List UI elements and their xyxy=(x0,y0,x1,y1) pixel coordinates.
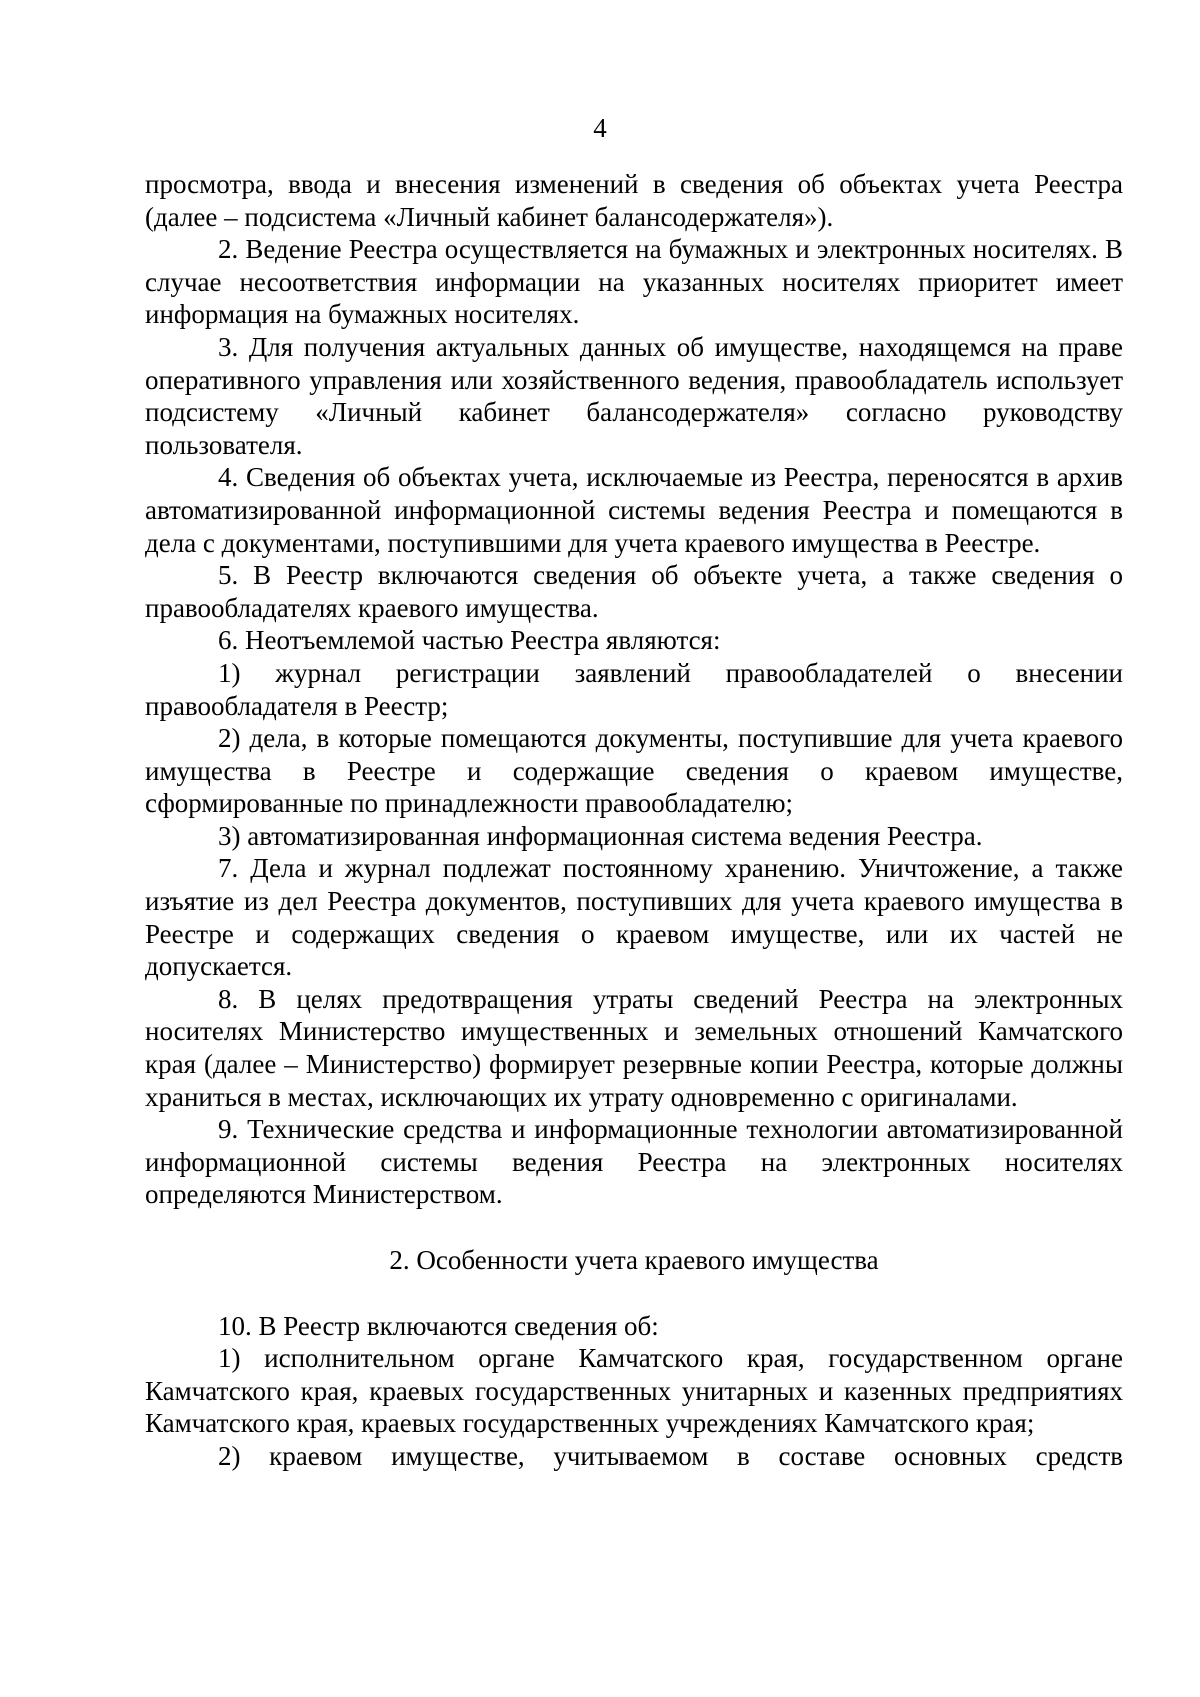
paragraph-continuation: просмотра, ввода и внесения изменений в сведения об объектах учета Реестра (далее – подсистема «Личный кабинет балансодержателя»). xyxy=(145,169,1123,232)
paragraph-4: 4. Сведения об объектах учета, исключаемые из Реестра, переносятся в архив автоматизированной информационной системы ведения Реестра и помещаются в дела с документами, поступившими для учета краевого имущества в Реестре. xyxy=(145,462,1123,558)
paragraph-6: 6. Неотъемлемой частью Реестра являются: xyxy=(218,625,721,656)
paragraph-10: 10. В Реестр включаются сведения об: xyxy=(218,1310,659,1341)
section-heading: 2. Особенности учета краевого имущества xyxy=(389,1245,879,1275)
paragraph-9: 9. Технические средства и информационные технологии автоматизированной информационной системы ведения Реестра на электронных носителях определяются Министерством. xyxy=(145,1114,1123,1210)
paragraph-2: 2. Ведение Реестра осуществляется на бумажных и электронных носителях. В случае несоответствия информации на указанных носителях приоритет имеет информация на бумажных носителях. xyxy=(145,234,1123,330)
document-body xyxy=(145,168,1123,1473)
paragraph-3: 3. Для получения актуальных данных об имуществе, находящемся на праве оперативного управления или хозяйственного ведения, правообладатель использует подсистему «Личный кабинет балансодержателя» согласно руководству пользователя. xyxy=(145,331,1123,460)
paragraph-8: 8. В целях предотвращения утраты сведений Реестра на электронных носителях Министерство имущественных и земельных отношений Камчатского края (далее – Министерство) формирует резервные копии Реестра, которые должны храниться в местах, исключающих их утрату одновременно с оригиналами. xyxy=(145,983,1123,1112)
paragraph-5: 5. В Реестр включаются сведения об объекте учета, а также сведения о правообладателях краевого имущества. xyxy=(145,560,1123,623)
paragraph-10-item-2: 2) краевом имуществе, учитываемом в составе основных средств xyxy=(218,1440,1123,1471)
paragraph-7: 7. Дела и журнал подлежат постоянному хранению. Уничтожение, а также изъятие из дел Реестра документов, поступивших для учета краевого имущества в Реестре и содержащих сведения о краевом имуществе, или их частей не допускается. xyxy=(145,853,1123,982)
paragraph-6-item-1: 1) журнал регистрации заявлений правообладателей о внесении правообладателя в Реестр; xyxy=(145,657,1123,721)
paragraph-6-item-3: 3) автоматизированная информационная система ведения Реестра. xyxy=(218,820,983,851)
paragraph-10-item-1: 1) исполнительном органе Камчатского края, государственном органе Камчатского края, краевых государственных унитарных и казенных предприятиях Камчатского края, краевых государственных учреждениях Камчатского края; xyxy=(145,1343,1123,1439)
paragraph-6-item-2: 2) дела, в которые помещаются документы, поступившие для учета краевого имущества в Реестре и содержащие сведения о краевом имуществе, сформированные по принадлежности правообладателю; xyxy=(145,723,1123,819)
page-number: 4 xyxy=(593,113,607,143)
